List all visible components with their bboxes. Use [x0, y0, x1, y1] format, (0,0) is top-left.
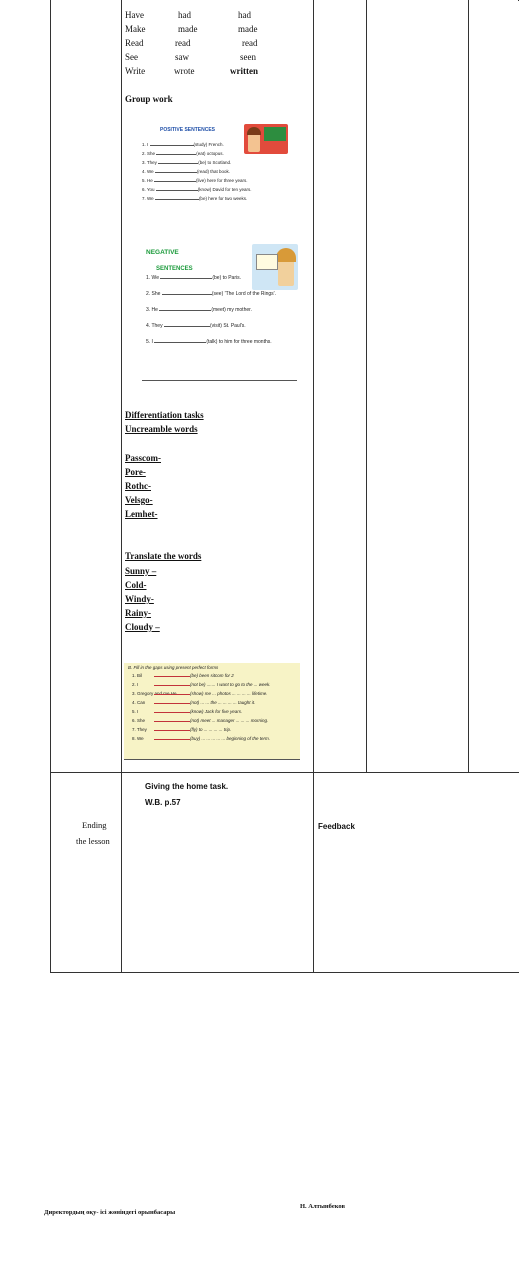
positive-sentences-worksheet	[140, 124, 290, 216]
fill-gaps-line-8: 8. We (buy) ... ... ... ... ... beginning of the term.	[132, 736, 271, 741]
differentiation-heading: Differentiation tasks	[125, 410, 204, 420]
verb-participle-5: written	[230, 66, 258, 76]
positive-line-5: 5. He (live) here for three years.	[142, 178, 248, 183]
fill-gaps-blank	[154, 694, 190, 695]
footer-position: Директордың оқу- ісі жөніндегі орынбасары	[44, 1209, 176, 1216]
verb-past-4: saw	[175, 52, 189, 62]
negative-line-5: 5. I (talk) to him for three months.	[146, 339, 272, 345]
negative-line-1: 1. We (be) to Paris.	[146, 275, 241, 281]
fill-gaps-title: B. Fill in the gaps using present perfect forms	[128, 665, 219, 670]
fill-gaps-blank	[154, 703, 190, 704]
fill-gaps-blank	[154, 712, 190, 713]
negative-sentences-worksheet	[140, 240, 300, 380]
verb-past-3: read	[175, 38, 191, 48]
fill-gaps-blank	[154, 685, 190, 686]
verb-past-2: made	[178, 24, 198, 34]
footer-name: Н. Алтынбеков	[300, 1203, 345, 1210]
positive-line-2: 2. She (eat) octopus.	[142, 151, 224, 156]
differentiation-subheading: Uncreamble words	[125, 424, 198, 434]
translate-word-3: Windy-	[125, 594, 154, 604]
verb-participle-4: seen	[240, 52, 256, 62]
positive-line-1: 1. I (study) French.	[142, 142, 224, 147]
positive-title: POSITIVE SENTENCES	[160, 127, 216, 133]
scramble-word-1: Passcom-	[125, 453, 161, 463]
table-col-divider-3	[366, 0, 367, 772]
fill-gaps-line-7: 7. They (fly) to ... ... ... ... trip.	[132, 727, 232, 732]
fill-gaps-blank	[154, 721, 190, 722]
verb-participle-3: read	[242, 38, 258, 48]
table-left-border	[50, 0, 51, 972]
positive-line-6: 6. You (know) David for ten years.	[142, 187, 252, 192]
feedback-label: Feedback	[318, 822, 355, 831]
positive-line-4: 4. We (read) that book.	[142, 169, 230, 174]
negative-title-1: NEGATIVE	[146, 249, 179, 256]
table-bottom-border	[50, 972, 519, 973]
translate-word-5: Cloudy –	[125, 622, 160, 632]
negative-underline	[142, 380, 297, 381]
verb-base-1: Have	[125, 10, 144, 20]
scramble-word-4: Velsgo-	[125, 495, 153, 505]
verb-base-3: Read	[125, 38, 144, 48]
teacher-illustration	[244, 124, 288, 154]
negative-title-2: SENTENCES	[156, 266, 193, 272]
negative-line-3: 3. He (meet) my mother.	[146, 307, 252, 313]
verb-participle-2: made	[238, 24, 258, 34]
group-work-heading: Group work	[125, 94, 173, 104]
table-col-divider-1	[121, 0, 122, 972]
fill-gaps-line-2: 2. I (not be) ....... I want to go to the ... week.	[132, 682, 271, 687]
home-task-line-1: Giving the home task.	[145, 782, 229, 791]
scramble-word-5: Lemhet-	[125, 509, 158, 519]
translate-word-2: Cold-	[125, 580, 147, 590]
translate-heading: Translate the words	[125, 551, 202, 561]
home-task-line-2: W.B. p.57	[145, 798, 181, 807]
ending-label-1: Ending	[82, 820, 107, 830]
scramble-word-2: Pore-	[125, 467, 146, 477]
verb-past-5: wrote	[174, 66, 195, 76]
fill-gaps-blank	[154, 676, 190, 677]
fill-gaps-line-4: 4. Can (not) ... ... the ... ... ... ... taught it.	[132, 700, 256, 705]
negative-line-2: 2. She (see) 'The Lord of the Rings'.	[146, 291, 277, 297]
teacher-illustration-2	[252, 244, 298, 290]
fill-gaps-blank	[154, 739, 190, 740]
verb-base-2: Make	[125, 24, 146, 34]
ending-label-2: the lesson	[76, 836, 110, 846]
fill-gaps-blank	[154, 730, 190, 731]
table-row-divider	[50, 772, 519, 773]
fill-gaps-line-5: 5. I (know) Jack for five years.	[132, 709, 243, 714]
verb-base-4: See	[125, 52, 138, 62]
verb-base-5: Write	[125, 66, 146, 76]
fill-gaps-line-1: 1. Bil (be) been sitcom for 2	[132, 673, 234, 678]
verb-past-1: had	[178, 10, 191, 20]
table-col-divider-2	[313, 0, 314, 972]
positive-line-3: 3. They (be) to Scotland.	[142, 160, 232, 165]
negative-line-4: 4. They (visit) St. Paul's.	[146, 323, 246, 329]
verb-participle-1: had	[238, 10, 251, 20]
translate-word-1: Sunny –	[125, 566, 157, 576]
table-col-divider-4	[468, 0, 469, 772]
scramble-word-3: Rothc-	[125, 481, 151, 491]
fill-gaps-worksheet	[124, 663, 300, 760]
fill-gaps-underline	[124, 759, 300, 760]
positive-line-7: 7. We (be) here for two weeks.	[142, 196, 248, 201]
fill-gaps-line-3: 3. Gregory and me He (show) me ... photos ... ... ... ... lifetime.	[132, 691, 268, 696]
translate-word-4: Rainy-	[125, 608, 152, 618]
fill-gaps-line-6: 6. She (not) meet ... manager ... ... ... morning.	[132, 718, 269, 723]
